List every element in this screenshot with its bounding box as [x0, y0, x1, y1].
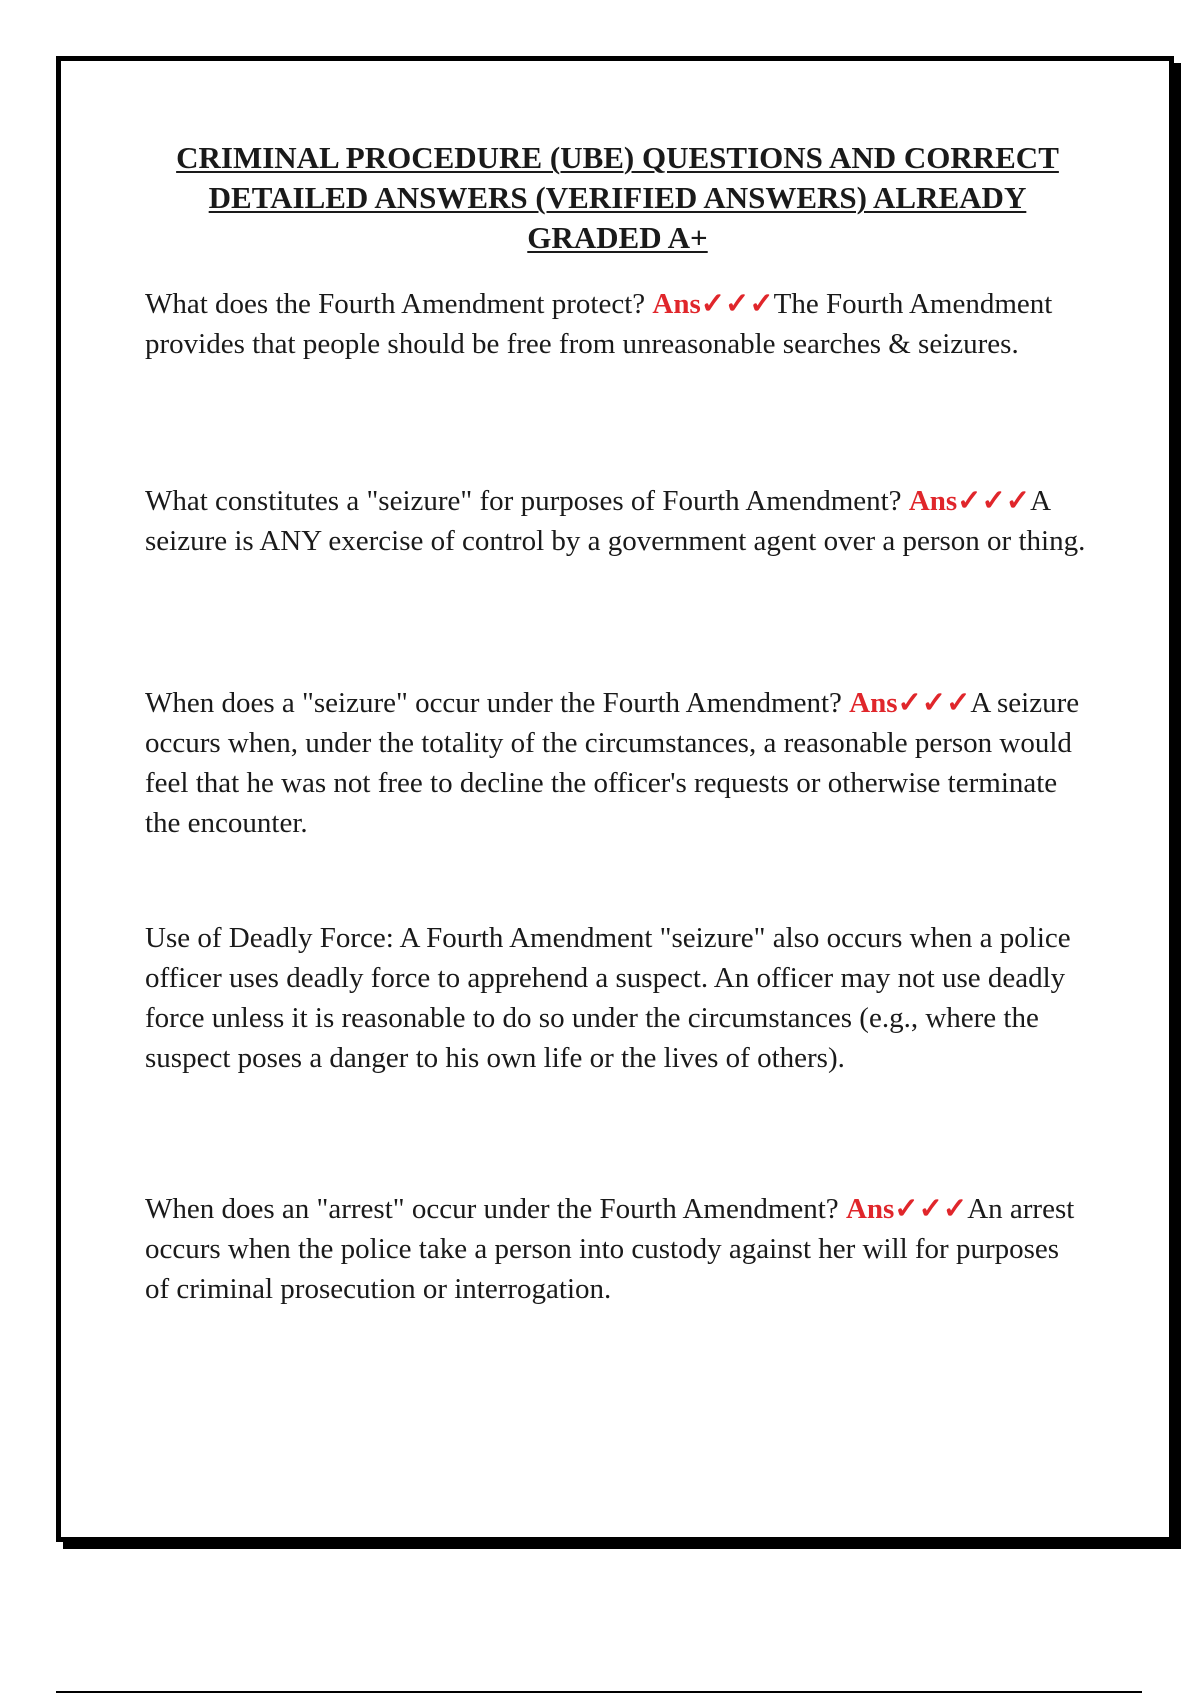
answer-text: A seizure is ANY exercise of control by a government agent over a person or thing.	[145, 485, 1086, 557]
qa-item-3	[145, 683, 1090, 843]
deadly-force-paragraph	[145, 918, 1090, 1078]
answer-text: An arrest occurs when the police take a person into custody against her will for purposes of criminal prosecution or interrogation.	[145, 1193, 1075, 1305]
footer-rule	[56, 1691, 1142, 1693]
answer-label: Ans✓✓✓	[652, 288, 774, 320]
answer-label: Ans✓✓✓	[845, 1193, 968, 1225]
document-content	[145, 138, 1090, 1305]
answer-text: A seizure occurs when, under the totality of the circumstances, a reasonable person would feel that he was not free to decline the officer's requests or otherwise terminate the encounter.	[145, 687, 1080, 839]
document-title: CRIMINAL PROCEDURE (UBE) QUESTIONS AND CORRECT DETAILED ANSWERS (VERIFIED ANSWERS) ALREADY GRADED A+	[176, 140, 1059, 255]
qa-item-2	[145, 481, 1090, 561]
question-text: When does an "arrest" occur under the Fourth Amendment?	[145, 1193, 846, 1225]
question-text: When does a "seizure" occur under the Fourth Amendment?	[145, 687, 850, 719]
answer-label: Ans✓✓✓	[908, 485, 1031, 517]
answer-label: Ans✓✓✓	[849, 687, 971, 719]
qa-item-1	[145, 284, 1090, 364]
answer-text: The Fourth Amendment provides that people should be free from unreasonable searches & seizures.	[145, 288, 1053, 360]
paragraph-text: Use of Deadly Force: A Fourth Amendment "seizure" also occurs when a police officer uses deadly force to apprehend a suspect. An officer may not use deadly force unless it is reasonable to do so under the circumstances (e.g., where the suspect poses a danger to his own life or the lives of others).	[145, 922, 1071, 1074]
question-text: What constitutes a "seizure" for purposes of Fourth Amendment?	[145, 485, 909, 517]
question-text: What does the Fourth Amendment protect?	[145, 288, 653, 320]
qa-item-5	[145, 1189, 1090, 1309]
